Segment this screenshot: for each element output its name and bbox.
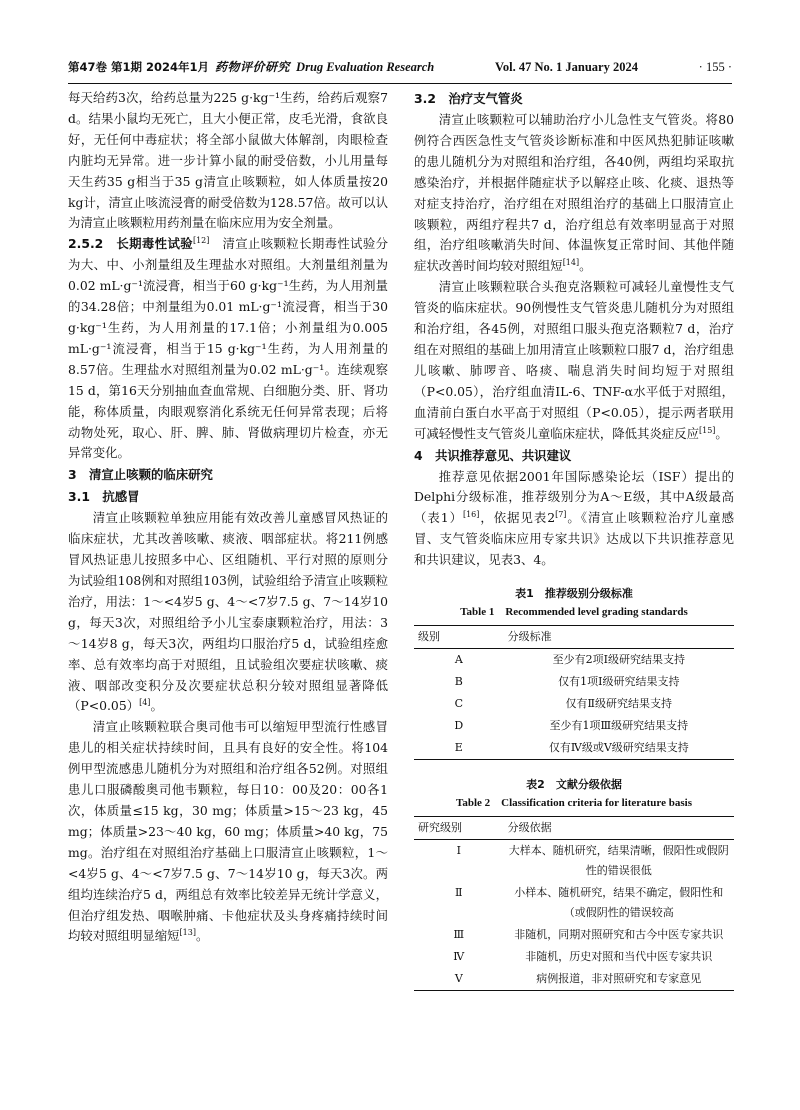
paragraph: 清宣止咳颗粒联合头孢克洛颗粒可减轻儿童慢性支气管炎的临床症状。90例慢性支气管炎患儿随机分为对照组和治疗组，各45例，对照组口服头孢克洛颗粒7 d，治疗组在对照组的基础上加用清宣止咳颗粒口服7 d，治疗组患儿咳嗽、肺啰音、咯痰、喘息消失时间均短于对照组（P<0.05），治疗组血清IL-6、TNF-α水平低于对照组，血清前白蛋白水平高于对照组（P<0.05），提示两者联用可减轻慢性支气管炎儿童临床症状，降低其炎症反应[15]。 [414,279,734,441]
citation: [15] [698,425,716,435]
column-header: 级别 [418,630,440,644]
table-2 [414,816,734,991]
column-header: 分级依据 [507,821,552,835]
citation: [4] [139,698,151,708]
table-row: Ⅲ 非随机，同期对照研究和古今中医专家共识 [453,928,724,942]
section-heading: 2.5.2 长期毒性试验 [68,236,193,252]
issue-info: 第47卷 第1期 2024年1月 [68,60,210,74]
table-row: A 至少有2项Ⅰ级研究结果支持 [454,653,685,667]
citation: [16] [462,510,480,520]
header-left [68,58,434,75]
table-row: Ⅳ 非随机，历史对照和当代中医专家共识 [453,950,713,964]
paragraph: 清宣止咳颗粒联合奥司他韦可以缩短甲型流行性感冒患儿的相关症状持续时间，且具有良好的安全性。将104例甲型流感患儿随机分为对照组和治疗组各52例。对照组患儿口服磷酸奥司他韦颗粒，每日10：00及20：00各1次，体质量≤15 kg，30 mg；体质量>15～23 kg，45 mg；体质量>23～40 kg，60 mg；体质量>40 kg，75 mg。治疗组在对照组治疗基础上口服清宣止咳颗粒，1～<4岁5 g、4～<7岁7.5 g、7～14岁10 g，每天3次。两组均连续治疗5 d，两组总有效率比较差异无统计学意义，但治疗组发热、咽喉肿痛、卡他症状及头身疼痛持续时间均较对照组明显缩短[13]。 [68,719,388,944]
table-row: E 仅有Ⅳ级或Ⅴ级研究结果支持 [414,737,734,760]
paragraph: 推荐意见依据2001年国际感染论坛（ISF）提出的Delphi分级标准，推荐级别分为A～E级，其中A级最高（表1）[16]，依据见表2[7]。《清宣止咳颗粒治疗儿童感冒、支气管炎临床应用专家共识》达成以下共识推荐意见和共识建议，见表3、4。 [414,468,734,568]
table-row: Ⅴ 病例报道，非对照研究和专家意见 [414,968,734,991]
citation: [7] [555,510,567,520]
paragraph: 清宣止咳颗粒可以辅助治疗小儿急性支气管炎。将80例符合西医急性支气管炎诊断标准和中医风热犯肺证咳嗽的患儿随机分为对照组和治疗组，各40例，两组均采取抗感染治疗，并根据伴随症状予以解痉止咳、化痰、退热等对症支持治疗，治疗组在对照组治疗的基础上口服清宣止咳颗粒，两组疗程共7 d，治疗组总有效率明显高于对照组，治疗组咳嗽消失时间、体温恢复正常时间、其他伴随症状改善时间均较对照组短[14]。 [414,112,734,274]
left-column [68,88,388,947]
table-row: D 至少有1项Ⅲ级研究结果支持 [454,719,689,733]
table-2-title: 表2 文献分级依据 [526,778,622,792]
column-header: 分级标准 [507,630,552,644]
section-heading: 4 共识推荐意见、共识建议 [414,447,572,463]
right-column [414,88,734,991]
table-header-row [414,626,734,649]
journal-name: Drug Evaluation Research [296,60,435,74]
table-row: C 仅有Ⅱ级研究结果支持 [454,697,673,711]
table-1-title-en: Table 1 Recommended level grading standards [460,606,688,619]
table-header-row [414,817,734,840]
section-heading: 3.2 治疗支气管炎 [414,91,523,106]
volume-info: Vol. 47 No. 1 January 2024 [494,60,638,74]
paragraph: 清宣止咳颗粒单独应用能有效改善儿童感冒风热证的临床症状，尤其改善咳嗽、痰液、咽部症状。将211例感冒风热证患儿按照多中心、区组随机、平行对照的原则分为试验组108例和对照组103例，试验组给予清宣止咳颗粒治疗，用法：1～<4岁5 g、4～<7岁7.5 g、7～14岁10 g，每天3次，对照组给予小儿宝泰康颗粒治疗，用法：3～14岁8 g，每天3次，两组均口服治疗5 d，试验组痊愈率、总有效率均高于对照组，且试验组次要症状咳嗽、痰液、咽部改变积分及次要症状总积分较对照组显著降低（P<0.05）[4]。 [68,510,388,714]
table-row: B 仅有1项Ⅰ级研究结果支持 [454,675,680,689]
section-2-5-2: 2.5.2 长期毒性试验[12] 清宣止咳颗粒长期毒性试验分为大、中、小剂量组及生理盐水对照组。大剂量组剂量为0.02 mL·g⁻¹流浸膏，相当于60 g·kg⁻¹生药，为人用剂量的34.28倍；中剂量组为0.01 mL·g⁻¹流浸膏，相当于30 g·kg⁻¹生药，为人用剂量的17.1倍；小剂量组为0.005 mL·g⁻¹流浸膏，相当于15 g·kg⁻¹生药，为人用剂量的8.57倍。生理盐水对照组剂量为0.02 mL·g⁻¹。连续观察15 d，第16天分别抽血查血常规、白细胞分类、肝、肾功能，称体质量，肉眼观察消化系统无任何异常表现；后将动物处死，取心、肝、脾、肺、肾做病理切片检查，亦无异常变化。 [68,236,389,461]
citation: [14] [562,258,580,268]
section-heading: 3.1 抗感冒 [68,489,140,505]
table-2-title-en: Table 2 Classification criteria for literature basis [456,797,692,810]
table-row: Ⅰ 大样本、随机研究，结果清晰，假阳性或假阴性的错误很低 [456,844,729,878]
table-1-title: 表1 推荐级别分级标准 [515,587,633,601]
column-header: 研究级别 [418,821,462,835]
citation: [13] [179,928,196,938]
journal-logo: 药物评价研究 [215,60,291,74]
section-heading: 3 清宣止咳颗的临床研究 [68,467,213,483]
citation: [12] [192,236,210,246]
page-number: · 155 · [698,60,732,74]
running-header [68,58,732,84]
paragraph: 每天给药3次，给药总量为225 g·kg⁻¹生药，给药后观察7 d。结果小鼠均无死亡，且大小便正常，皮毛光滑，食欲良好，无任何中毒症状；将全部小鼠做大体解剖，肉眼检查内脏均无异常。进一步计算小鼠的耐受倍数，小儿用量每天生药35 g相当于35 g清宣止咳颗粒，如人体质量按20 kg计，清宣止咳流浸膏的耐受倍数为128.57倍。故可以认为清宣止咳颗粒用药剂量在临床应用为安全剂量。 [68,90,388,231]
table-row: Ⅱ 小样本、随机研究，结果不确定，假阳性和（或假阴性的错误较高 [455,886,724,920]
table-1 [414,625,734,760]
